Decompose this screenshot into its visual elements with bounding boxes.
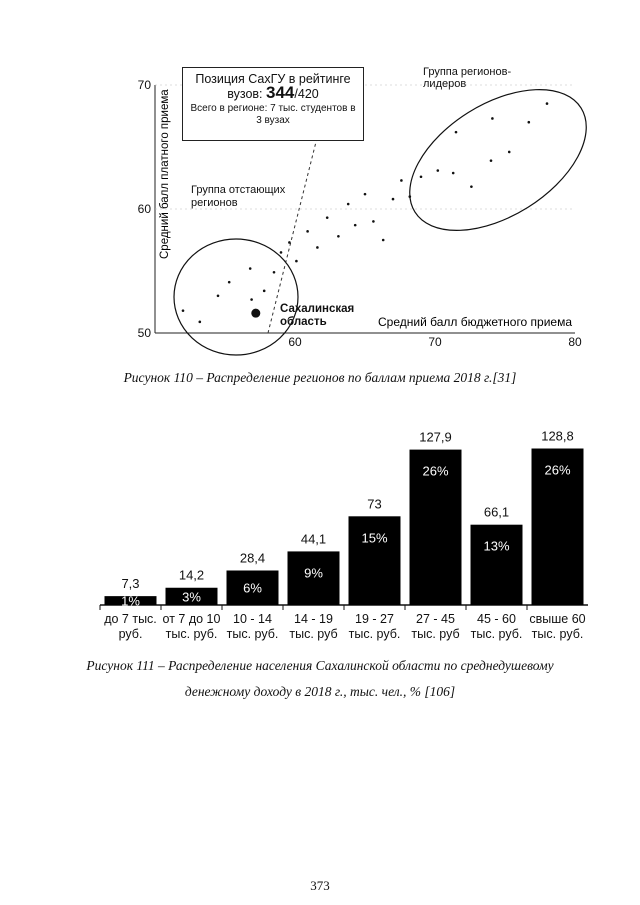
x-axis-title: Средний балл бюджетного приема: [378, 315, 573, 329]
bar-percent-label: 13%: [483, 538, 510, 554]
figure-111-caption-line2: денежному доходу в 2018 г., тыс. чел., % [106]: [184, 684, 456, 699]
rating-total: /420: [294, 87, 319, 101]
category-label: тыс. руб: [289, 627, 338, 641]
bar-value-label: 127,9: [419, 429, 452, 445]
y-tick-label: 70: [137, 78, 151, 92]
category-label: 10 - 14: [233, 612, 272, 626]
bar-percent-label: 26%: [422, 463, 449, 479]
bar-value-label: 14,2: [178, 567, 205, 583]
sakhalin-label: Сахалинская область: [280, 303, 355, 328]
figure-110-caption: Рисунок 110 – Распределение регионов по баллам приема 2018 г.[31]: [123, 370, 517, 385]
bar-value-label: 66,1: [483, 504, 510, 520]
x-tick-label: 70: [428, 335, 442, 349]
info-box-line3: Всего в регионе: 7 тыс. студентов в 3 вузах: [190, 103, 356, 126]
bar-percent-label: 15%: [361, 530, 388, 546]
category-label: тыс. руб: [411, 627, 460, 641]
category-label: тыс. руб.: [470, 627, 523, 641]
bar-percent-label: 9%: [304, 565, 323, 581]
y-axis-title: Средний балл платного приема: [159, 89, 171, 259]
bar-value-label: 44,1: [300, 531, 327, 547]
bar-value-label: 28,4: [239, 550, 266, 566]
bar-value-label: 128,8: [541, 428, 574, 444]
category-label: тыс. руб.: [531, 627, 584, 641]
category-label: 45 - 60: [477, 612, 516, 626]
bar-percent-label: 3%: [182, 589, 201, 605]
category-label: руб.: [118, 627, 143, 641]
category-label: 27 - 45: [416, 612, 455, 626]
bar-percent-label: 26%: [544, 462, 571, 478]
x-tick-label: 80: [568, 335, 582, 349]
bar-value-label: 7,3: [121, 576, 140, 592]
y-tick-label: 60: [137, 202, 151, 216]
x-tick-label: 60: [288, 335, 302, 349]
bar-percent-label: 1%: [121, 593, 140, 609]
figure-111-caption-line1: Рисунок 111 – Распределение населения Сахалинской области по среднедушевому: [86, 658, 554, 673]
laggards-group-label: Группа отстающих регионов: [191, 184, 286, 209]
category-label: до 7 тыс.: [104, 612, 157, 626]
category-label: 19 - 27: [355, 612, 394, 626]
info-box-line1: Позиция СахГУ в рейтинге: [195, 72, 351, 86]
leaders-group-label: Группа регионов-лидеров: [423, 66, 512, 90]
rating-position: 344: [266, 83, 295, 102]
bar-value-label: 73: [367, 496, 382, 512]
category-label: тыс. руб.: [348, 627, 401, 641]
category-label: свыше 60: [529, 612, 586, 626]
category-label: от 7 до 10: [162, 612, 221, 626]
info-box-prefix: вузов:: [227, 87, 263, 101]
y-tick-label: 50: [137, 326, 151, 340]
category-label: 14 - 19: [294, 612, 333, 626]
category-label: тыс. руб.: [165, 627, 218, 641]
bar-percent-label: 6%: [243, 580, 262, 596]
bar: [471, 525, 523, 605]
bar-chart: [100, 429, 588, 641]
page-number: 373: [310, 878, 330, 893]
category-label: тыс. руб.: [226, 627, 279, 641]
